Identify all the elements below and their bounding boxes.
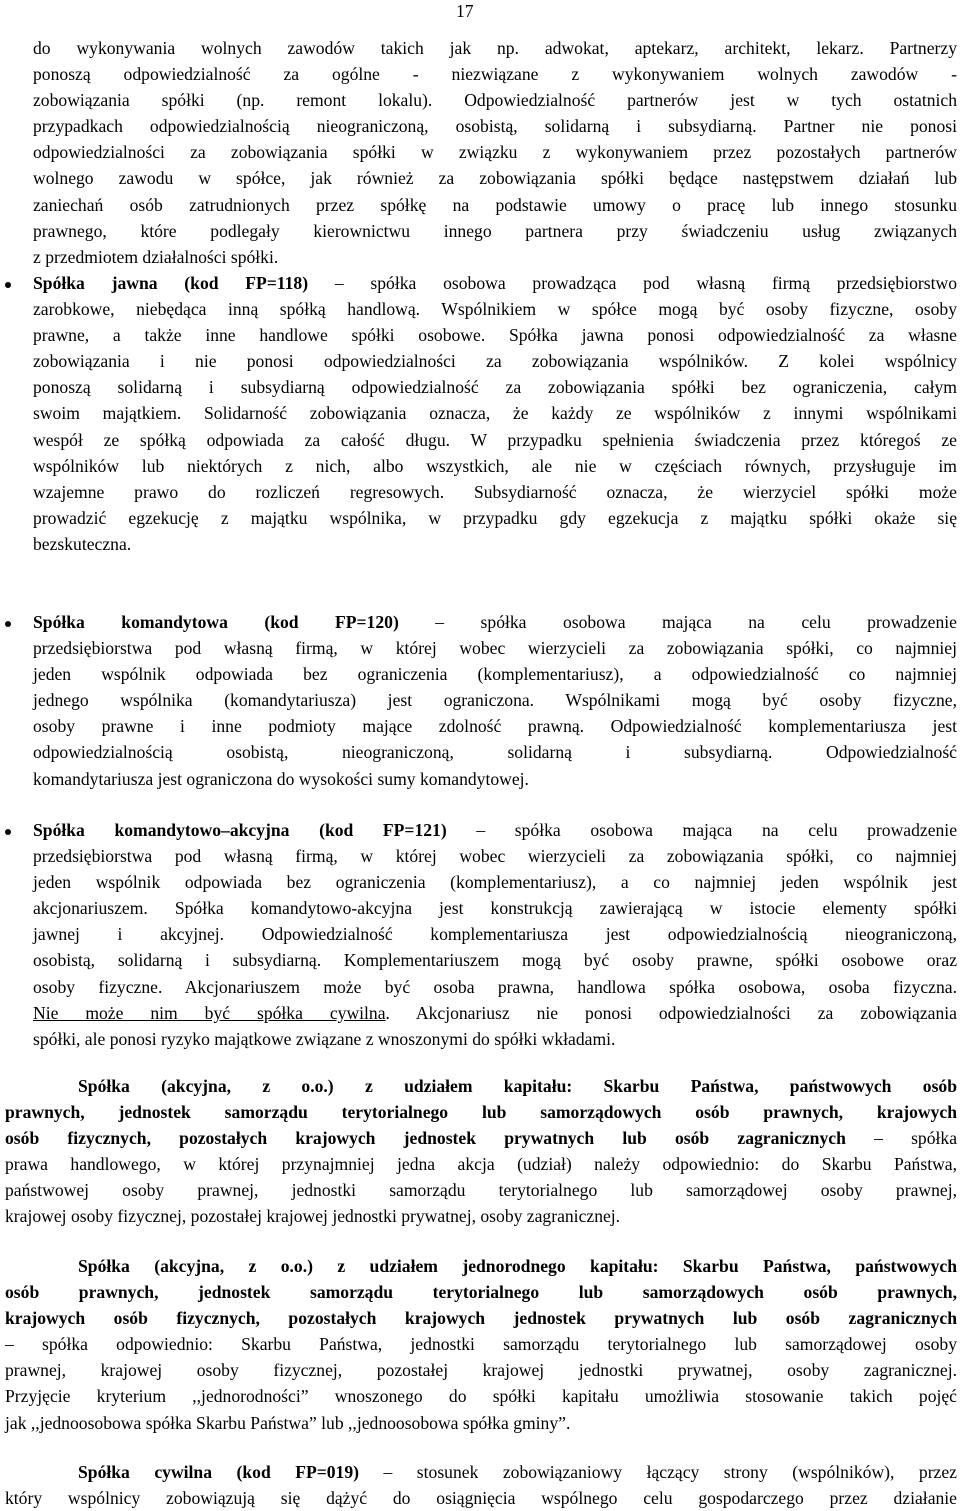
bold-text-line [5, 1305, 957, 1331]
text-line: przypadkach odpowiedzialnością nieograniczoną, osobistą, solidarną i subsydiarną. Partner nie ponosi [33, 116, 957, 137]
bullet-icon [5, 282, 11, 288]
text-line: Przyjęcie kryterium ,,jednorodności” wnoszonego do spółki kapitału umożliwia stosowanie takich pojęć [5, 1386, 957, 1407]
bold-text: krajowych osób fizycznych, pozostałych krajowych jednostek prywatnych lub osób zagranicznych [5, 1308, 957, 1329]
paragraph-spolka-jawna [33, 270, 957, 557]
text-line: akcjonariuszem. Spółka komandytowo-akcyjna jest konstrukcją zawierającą w istocie elementy spółki [33, 898, 957, 919]
text-line: krajowej osoby fizycznej, pozostałej krajowej jednostki prywatnej, osoby zagranicznej. [5, 1206, 621, 1227]
paragraph-spolka-z-udzialem-jednorodnego-kapitalu [5, 1253, 957, 1436]
text-line: przedsiębiorstwa pod własną firmą, w której wobec wierzycieli za zobowiązania spółki, co najmniej [33, 638, 957, 659]
text-line: wspólników lub niektórych z nich, albo wszystkich, ale nie w częściach równych, przysługuje im [33, 455, 957, 476]
text-line: prawnego, które podlegały kierownictwu innego partnera przy świadczeniu usług związanych [33, 220, 957, 241]
text-after-underline: . Akcjonariusz nie ponosi odpowiedzialności za zobowiązania [385, 1002, 957, 1023]
text-line: przedsiębiorstwa pod własną firmą, w której wobec wierzycieli za zobowiązania spółki, co najmniej [33, 846, 957, 867]
mixed-line [5, 1125, 957, 1151]
jawna-first-line: Spółka jawna (kod FP=118) – spółka osobowa prowadząca pod własną firmą przedsiębiorstwo [33, 273, 957, 293]
underlined-text: Nie może nim być spółka cywilna [33, 1002, 386, 1023]
text-line: który wspólnicy zobowiązują się dążyć do osiągnięcia wspólnego celu gospodarczego przez działanie [5, 1488, 957, 1509]
paragraph-spolka-komandytowo-akcyjna [33, 817, 957, 1052]
bold-text: prawnych, jednostek samorządu terytorialnego lub samorządowych osób prawnych, krajowych [5, 1102, 957, 1123]
komandytowa-first-line: Spółka komandytowa (kod FP=120) – spółka osobowa mająca na celu prowadzenie [33, 612, 957, 632]
text-line: zarobkowe, niebędąca inną spółką handlową. Wspólnikiem w spółce mogą być osoby fizyczne, osoby [33, 299, 957, 320]
text-line: odpowiedzialności za zobowiązania spółki w związku z wykonywaniem przez pozostałych partnerów [33, 142, 957, 163]
text-line: ponoszą solidarną i subsydiarną odpowiedzialność za zobowiązania spółki bez ograniczenia, całym [33, 377, 957, 398]
text-line: jeden wspólnik odpowiada bez ograniczenia (komplementariusz), a odpowiedzialność co najmniej [33, 664, 957, 685]
paragraph-spolka-z-udzialem-kapitalu [5, 1073, 957, 1230]
text-line: wolnego zawodu w spółce, jak również za zobowiązania spółki będące następstwem działań lub [33, 168, 957, 189]
bold-text-line [5, 1279, 957, 1305]
text-line: ponoszą odpowiedzialność za ogólne - niezwiązane z wykonywaniem wolnych zawodów - [33, 64, 957, 85]
bullet-icon [5, 829, 11, 835]
text-line: osobistą, solidarną i subsydiarną. Komplementariuszem mogą być osoby prawne, spółki osobowe oraz [33, 950, 957, 971]
text-line: prawa handlowego, w której przynajmniej jedna akcja (udział) należy odpowiednio: do Skarbu Państwa, [5, 1154, 957, 1175]
text-line: spółki, ale ponosi ryzyko majątkowe związane z wnoszonymi do spółki wkładami. [33, 1028, 616, 1049]
text-line: prawne, a także inne handlowe spółki osobowe. Spółka jawna ponosi odpowiedzialność za własne [33, 325, 957, 346]
text-line: prawnej, krajowej osoby fizycznej, pozostałej krajowej jednostki prywatnej, osoby zagranicznej. [5, 1360, 957, 1381]
bold-text: Spółka (akcyjna, z o.o.) z udziałem kapitału: Skarbu Państwa, państwowych osób [78, 1076, 957, 1096]
bold-text-line [5, 1253, 957, 1279]
text-line: osoby prawne i inne podmioty mające zdolność prawną. Odpowiedzialność komplementariusza jest [33, 716, 957, 737]
text-line: wespół ze spółką odpowiada za całość długu. W przypadku spełnienia świadczenia przez któregoś ze [33, 429, 957, 450]
text-line: swoim majątkiem. Solidarność zobowiązania oznacza, że każdy ze wspólników z innymi wspólnikami [33, 403, 957, 424]
text-line: zaniechań osób zatrudnionych przez spółkę na podstawie umowy o pracę lub innego stosunku [33, 194, 957, 215]
plain-text: – spółka [845, 1128, 957, 1149]
text-line: zobowiązania spółki (np. remont lokalu). Odpowiedzialność partnerów jest w tych ostatnich [33, 90, 957, 111]
bold-text: osób fizycznych, pozostałych krajowych jednostek prywatnych lub osób zagranicznych [5, 1128, 846, 1149]
text-line: komandytariusza jest ograniczona do wysokości sumy komandytowej. [33, 768, 529, 789]
text-line: bezskuteczna. [33, 533, 132, 554]
text-line: jawnej i akcyjnej. Odpowiedzialność komplementariusza jest odpowiedzialnością nieograniczoną, [33, 924, 957, 945]
ska-underline-line [33, 1000, 957, 1026]
text-line: osoby fizyczne. Akcjonariuszem może być osoba prawna, handlowa spółka osobowa, osoba fizyczna. [33, 976, 957, 997]
bullet-icon [5, 621, 11, 627]
ska-first-line: Spółka komandytowo–akcyjna (kod FP=121) – spółka osobowa mająca na celu prowadzenie [33, 820, 958, 840]
text-line: do wykonywania wolnych zawodów takich jak np. adwokat, aptekarz, architekt, lekarz. Partnerzy [33, 38, 957, 58]
paragraph-spolka-cywilna [5, 1459, 957, 1511]
bold-text: Spółka (akcyjna, z o.o.) z udziałem jednorodnego kapitału: Skarbu Państwa, państwowych [78, 1256, 957, 1276]
text-line: jednego wspólnika (komandytariusza) jest ograniczona. Wspólnikami mogą być osoby fizyczne, [33, 690, 957, 711]
page-number: 17 [456, 1, 474, 21]
bold-text-line [5, 1099, 957, 1125]
text-line: wzajemne prawo do rozliczeń regresowych. Subsydiarność oznacza, że wierzyciel spółki może [33, 481, 957, 502]
bold-text-line [5, 1073, 957, 1099]
text-line: – spółka odpowiednio: Skarbu Państwa, jednostki samorządu terytorialnego lub samorządowej osoby [5, 1334, 957, 1355]
bold-text: osób prawnych, jednostek samorządu terytorialnego lub samorządowych osób prawnych, [5, 1282, 957, 1303]
cywilna-first-line: Spółka cywilna (kod FP=019) – stosunek zobowiązaniowy łączący strony (wspólników), przez [78, 1462, 957, 1482]
text-line: prowadzić egzekucję z majątku wspólnika, w przypadku gdy egzekucja z majątku spółki okaże się [33, 507, 957, 528]
text-line: odpowiedzialnością osobistą, nieograniczoną, solidarną i subsydiarną. Odpowiedzialność [33, 742, 957, 763]
text-line: z przedmiotem działalności spółki. [33, 246, 279, 267]
text-line: jak ,,jednoosobowa spółka Skarbu Państwa” lub ,,jednoosobowa spółka gminy”. [5, 1412, 571, 1433]
paragraph-partnerska-continuation [33, 35, 957, 270]
paragraph-spolka-komandytowa [33, 609, 957, 792]
text-line: zobowiązania i nie ponosi odpowiedzialności za zobowiązania wspólników. Z kolei wspólnicy [33, 351, 957, 372]
text-line: jeden wspólnik odpowiada bez ograniczenia (komplementariusz), a co najmniej jeden wspólnik jest [33, 872, 957, 893]
text-line: państwowej osoby prawnej, jednostki samorządu terytorialnego lub samorządowej osoby prawnej, [5, 1180, 957, 1201]
